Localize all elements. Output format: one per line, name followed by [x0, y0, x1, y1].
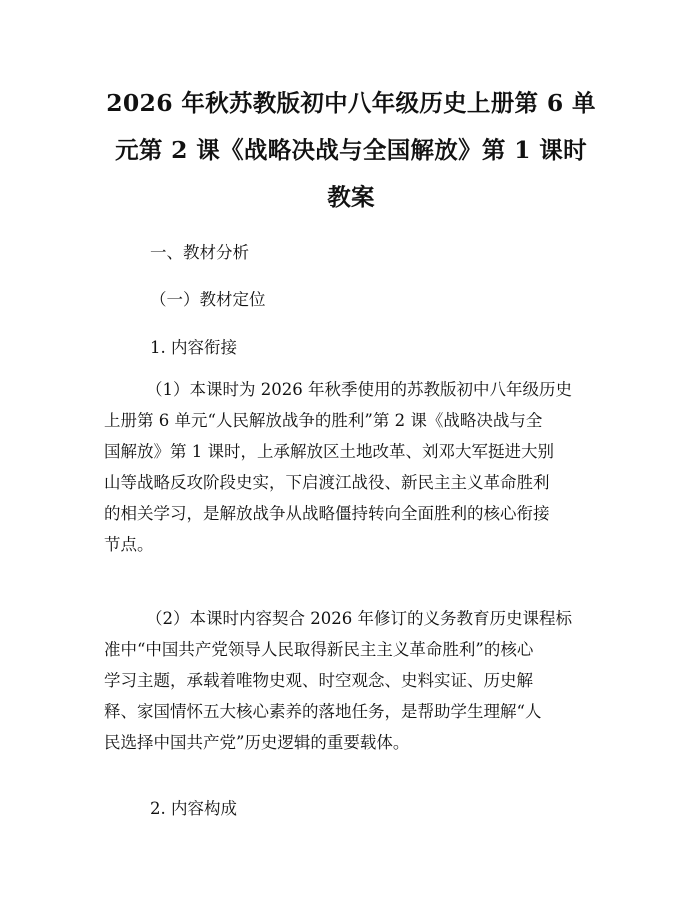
paragraph-line: 国解放》第 1 课时，上承解放区土地改革、刘邓大军挺进大别 — [104, 442, 554, 461]
item-heading-content-connection: 1. 内容衔接 — [150, 338, 237, 357]
section-heading-textbook-analysis: 一、教材分析 — [150, 243, 249, 262]
paragraph-line: 节点。 — [104, 535, 154, 554]
paragraph-line: 民选择中国共产党”历史逻辑的重要载体。 — [104, 733, 410, 752]
paragraph-line: （2）本课时内容契合 2026 年修订的义务教育历史课程标 — [146, 609, 572, 628]
paragraph-line: 山等战略反攻阶段史实，下启渡江战役、新民主主义革命胜利 — [104, 473, 550, 492]
item-heading-content-composition: 2. 内容构成 — [150, 799, 237, 818]
title-line-2: 元第 2 课《战略决战与全国解放》第 1 课时 — [115, 136, 587, 164]
subsection-heading-textbook-positioning: （一）教材定位 — [150, 290, 266, 309]
title-line-1: 2026 年秋苏教版初中八年级历史上册第 6 单 — [106, 89, 596, 117]
paragraph-content-connection-1 — [104, 374, 604, 560]
document-title — [104, 80, 598, 221]
paragraph-line: （1）本课时为 2026 年秋季使用的苏教版初中八年级历史 — [146, 380, 572, 399]
paragraph-line: 准中“中国共产党领导人民取得新民主主义革命胜利”的核心 — [104, 640, 534, 659]
paragraph-content-connection-2 — [104, 603, 604, 758]
paragraph-line: 上册第 6 单元“人民解放战争的胜利”第 2 课《战略决战与全 — [104, 411, 543, 430]
paragraph-line: 释、家国情怀五大核心素养的落地任务，是帮助学生理解“人 — [104, 702, 542, 721]
paragraph-line: 的相关学习，是解放战争从战略僵持转向全面胜利的核心衔接 — [104, 504, 550, 523]
paragraph-line: 学习主题，承载着唯物史观、时空观念、史料实证、历史解 — [104, 671, 533, 690]
title-line-3: 教案 — [327, 183, 375, 211]
